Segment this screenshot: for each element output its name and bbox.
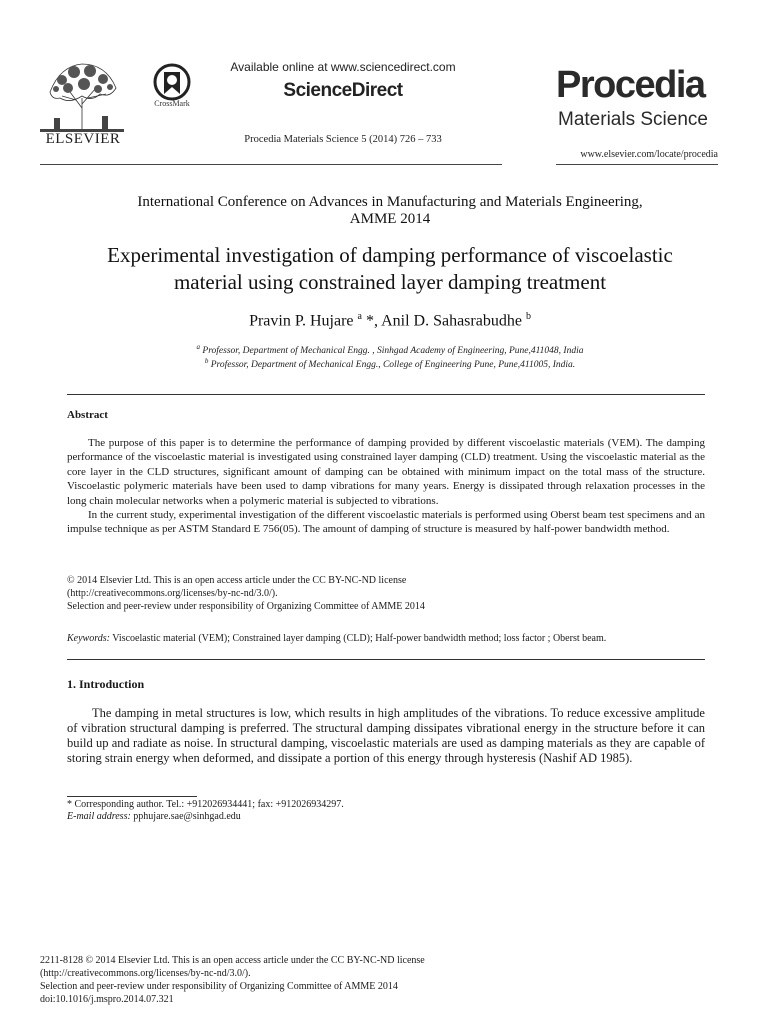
author-name: Pravin P. Hujare bbox=[249, 312, 354, 330]
abstract-paragraph: In the current study, experimental investigation of the different viscoelastic materials is performed using Oberst beam test specimens and an impulse technique as per ASTM Standard E 756(05). The amount of damping of structure is measured by half-power bandwidth method. bbox=[67, 509, 705, 536]
issn-copyright-line: 2211-8128 © 2014 Elsevier Ltd. This is an open access article under the CC BY-NC-ND license bbox=[40, 955, 425, 966]
footer-peer-review: Selection and peer-review under responsibility of Organizing Committee of AMME 2014 bbox=[40, 981, 398, 992]
journal-title: Procedia bbox=[556, 64, 705, 106]
corresponding-author-note: * Corresponding author. Tel.: +912026934441; fax: +912026934297. bbox=[67, 799, 344, 810]
footer-license-link[interactable]: (http://creativecommons.org/licenses/by-nc-nd/3.0/). bbox=[40, 968, 251, 979]
journal-subtitle: Materials Science bbox=[558, 109, 708, 130]
keywords-label: Keywords: bbox=[67, 633, 110, 644]
paper-title-line-2: material using constrained layer damping treatment bbox=[173, 270, 607, 294]
footnote-divider bbox=[67, 796, 197, 797]
section-divider bbox=[67, 659, 705, 660]
email-label: E-mail address: bbox=[67, 811, 131, 822]
available-online-text: Available online at www.sciencedirect.com bbox=[230, 60, 456, 74]
abstract-copyright bbox=[67, 574, 705, 613]
affiliation-mark: a bbox=[196, 343, 201, 351]
copyright-line: © 2014 Elsevier Ltd. This is an open access article under the CC BY-NC-ND license bbox=[67, 575, 407, 586]
footnote bbox=[67, 799, 705, 823]
journal-url-link[interactable]: www.elsevier.com/locate/procedia bbox=[580, 149, 718, 160]
header-divider-left bbox=[40, 164, 502, 165]
doi-link[interactable]: doi:10.1016/j.mspro.2014.07.321 bbox=[40, 994, 174, 1005]
email-line bbox=[67, 811, 705, 823]
affiliation bbox=[70, 357, 710, 370]
conference-line-2: AMME 2014 bbox=[349, 211, 431, 227]
peer-review-note: Selection and peer-review under responsibility of Organizing Committee of AMME 2014 bbox=[67, 601, 425, 612]
affiliation-text: Professor, Department of Mechanical Engg., College of Engineering Pune, Pune,411005, India. bbox=[208, 360, 576, 371]
author-name: Anil D. Sahasrabudhe bbox=[381, 312, 522, 330]
affiliation bbox=[70, 343, 710, 356]
introduction-heading: 1. Introduction bbox=[67, 677, 145, 691]
conference-name bbox=[70, 194, 710, 228]
abstract-heading: Abstract bbox=[67, 409, 108, 421]
author-list bbox=[100, 311, 680, 330]
publisher-name: ELSEVIER bbox=[45, 131, 121, 147]
section-divider bbox=[67, 394, 705, 395]
crossmark-label: CrossMark bbox=[154, 99, 190, 108]
journal-reference: Procedia Materials Science 5 (2014) 726 – 733 bbox=[244, 134, 442, 145]
affiliation-text: Professor, Department of Mechanical Engg. , Sinhgad Academy of Engineering, Pune,411048, India bbox=[202, 346, 584, 357]
introduction-paragraph: The damping in metal structures is low, which results in high amplitudes of the vibrations. To reduce excessive amplitude of vibration structural damping is preferred. The structural damping dissipates vibrational energy in the structure before it can build up and radiate as noise. In structural damping, viscoelastic materials are used as damping materials as they are capable of storing strain energy when deformed, and dissipate a portion of this energy through hysteresis (Nashif AD 1985). bbox=[67, 706, 705, 765]
keywords bbox=[67, 633, 705, 644]
page-footer bbox=[40, 954, 700, 1006]
author-affil-mark: a bbox=[357, 311, 362, 322]
affiliation-mark: b bbox=[204, 357, 209, 365]
license-link[interactable]: (http://creativecommons.org/licenses/by-nc-nd/3.0/). bbox=[67, 588, 278, 599]
keywords-list: Viscoelastic material (VEM); Constrained layer damping (CLD); Half-power bandwidth method; loss factor ; Oberst beam. bbox=[109, 633, 607, 644]
abstract-body bbox=[67, 436, 705, 537]
paper-title-line-1: Experimental investigation of damping performance of viscoelastic bbox=[107, 243, 673, 267]
abstract-paragraph: The purpose of this paper is to determine the performance of damping provided by different viscoelastic materials (VEM). The damping performance of the viscoelastic material is investigated using constrained layer damping (CLD) treatment. Using the viscoelastic material as the core layer in the CLD structures, significant amount of damping can be obtained with minimum impact on the total mass of the structure. Viscoelastic polymeric materials have been used to damp vibrations for many years. Energy is dissipated through relaxation processes in the long chain molecular networks when a polymeric material is subjected to vibrations. bbox=[67, 437, 705, 507]
sciencedirect-logo-text: ScienceDirect bbox=[283, 80, 403, 101]
paper-title bbox=[50, 242, 730, 296]
conference-line-1: International Conference on Advances in Manufacturing and Materials Engineering, bbox=[137, 194, 643, 210]
header-divider-right bbox=[556, 164, 718, 165]
introduction-body bbox=[67, 706, 705, 766]
author-affil-mark: b bbox=[525, 311, 531, 322]
corresponding-mark: *, bbox=[361, 312, 382, 330]
email-link[interactable]: pphujare.sae@sinhgad.edu bbox=[130, 811, 241, 822]
